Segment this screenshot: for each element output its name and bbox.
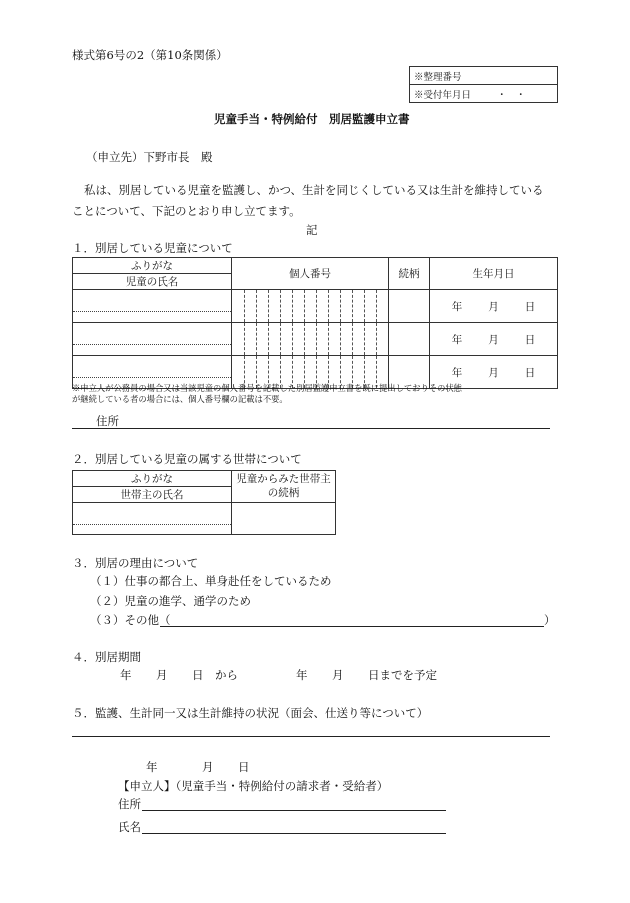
reason-option-3[interactable]: （３）その他（: [90, 613, 171, 627]
child-address-line[interactable]: [72, 428, 550, 429]
applicant-address-line[interactable]: [142, 810, 446, 811]
period-until-day: 日までを予定: [368, 668, 437, 682]
section1-heading: １．別居している児童について: [72, 241, 233, 255]
office-use-box: [409, 66, 558, 103]
col-individual-number: 個人番号: [232, 258, 389, 290]
ki-label: 記: [306, 223, 318, 237]
col-furigana: ふりがな: [73, 258, 232, 274]
office-serial-label: ※整理番号: [410, 67, 558, 85]
period-from-month: 月: [156, 668, 168, 682]
statement-line-2: ことについて、下記のとおり申し立てます。: [72, 204, 301, 218]
section2-heading: ２．別居している児童の属する世帯について: [72, 452, 302, 466]
child-number-cell[interactable]: [232, 290, 389, 323]
applicant-label: 【申立人】（児童手当・特例給付の請求者・受給者）: [118, 779, 389, 793]
col-child-name: 児童の氏名: [73, 274, 232, 290]
col-householder-name: 世帯主の氏名: [73, 487, 232, 503]
child-relation-cell[interactable]: [389, 290, 430, 323]
child-birth-cell[interactable]: 年 月 日: [430, 323, 558, 356]
office-received-date: ※受付年月日 ・ ・: [410, 85, 558, 103]
support-status-line[interactable]: [72, 736, 550, 737]
addressee: （申立先）下野市長 殿: [86, 150, 213, 164]
col-household-relation: 児童からみた世帯主 の続柄: [232, 471, 336, 503]
child-name-cell[interactable]: [73, 323, 232, 356]
householder-name-cell[interactable]: [73, 503, 232, 535]
col-furigana: ふりがな: [73, 471, 232, 487]
child-birth-cell[interactable]: 年 月 日: [430, 290, 558, 323]
note-line-1: ※申立人が公務員の場合又は当該児童の個人番号を記載した別居監護申立書を既に提出しておりその状態: [72, 383, 462, 393]
statement-line-1: 私は、別居している児童を監護し、かつ、生計を同じくしている又は生計を維持している: [84, 183, 544, 197]
reason-close-paren: ）: [544, 613, 556, 627]
form-number: 様式第6号の2（第10条関係）: [72, 48, 228, 62]
period-until-year: 年: [296, 668, 308, 682]
section3-heading: ３．別居の理由について: [72, 556, 199, 570]
page-title: 児童手当・特例給付 別居監護申立書: [214, 112, 410, 126]
date-month: 月: [202, 760, 214, 774]
note-line-2: が継続している者の場合には、個人番号欄の記載は不要。: [72, 394, 288, 404]
period-from-day: 日 から: [192, 668, 238, 682]
reason-option-1[interactable]: （１）仕事の都合上、単身赴任をしているため: [90, 574, 332, 588]
reason-option-2[interactable]: （２）児童の進学、通学のため: [90, 594, 251, 608]
period-from-year: 年: [120, 668, 132, 682]
household-table: [72, 470, 336, 535]
table-row: [73, 503, 336, 535]
section4-heading: ４．別居期間: [72, 650, 141, 664]
applicant-name-label: 氏名: [118, 820, 141, 834]
applicant-name-line[interactable]: [142, 833, 446, 834]
date-year: 年: [146, 760, 158, 774]
children-table: [72, 257, 558, 389]
householder-relation-cell[interactable]: [232, 503, 336, 535]
child-address-label: 住所: [96, 414, 119, 428]
table-row: [73, 290, 558, 323]
reason-other-line[interactable]: [160, 626, 544, 627]
applicant-address-label: 住所: [118, 797, 141, 811]
table-row: [73, 323, 558, 356]
col-relation: 続柄: [389, 258, 430, 290]
period-until-month: 月: [332, 668, 344, 682]
date-day: 日: [238, 760, 250, 774]
child-birth-cell[interactable]: 年 月 日: [430, 356, 558, 389]
child-relation-cell[interactable]: [389, 323, 430, 356]
section5-heading: ５．監護、生計同一又は生計維持の状況（面会、仕送り等について）: [72, 706, 429, 720]
child-name-cell[interactable]: [73, 290, 232, 323]
col-birthdate: 生年月日: [430, 258, 558, 290]
child-number-cell[interactable]: [232, 323, 389, 356]
